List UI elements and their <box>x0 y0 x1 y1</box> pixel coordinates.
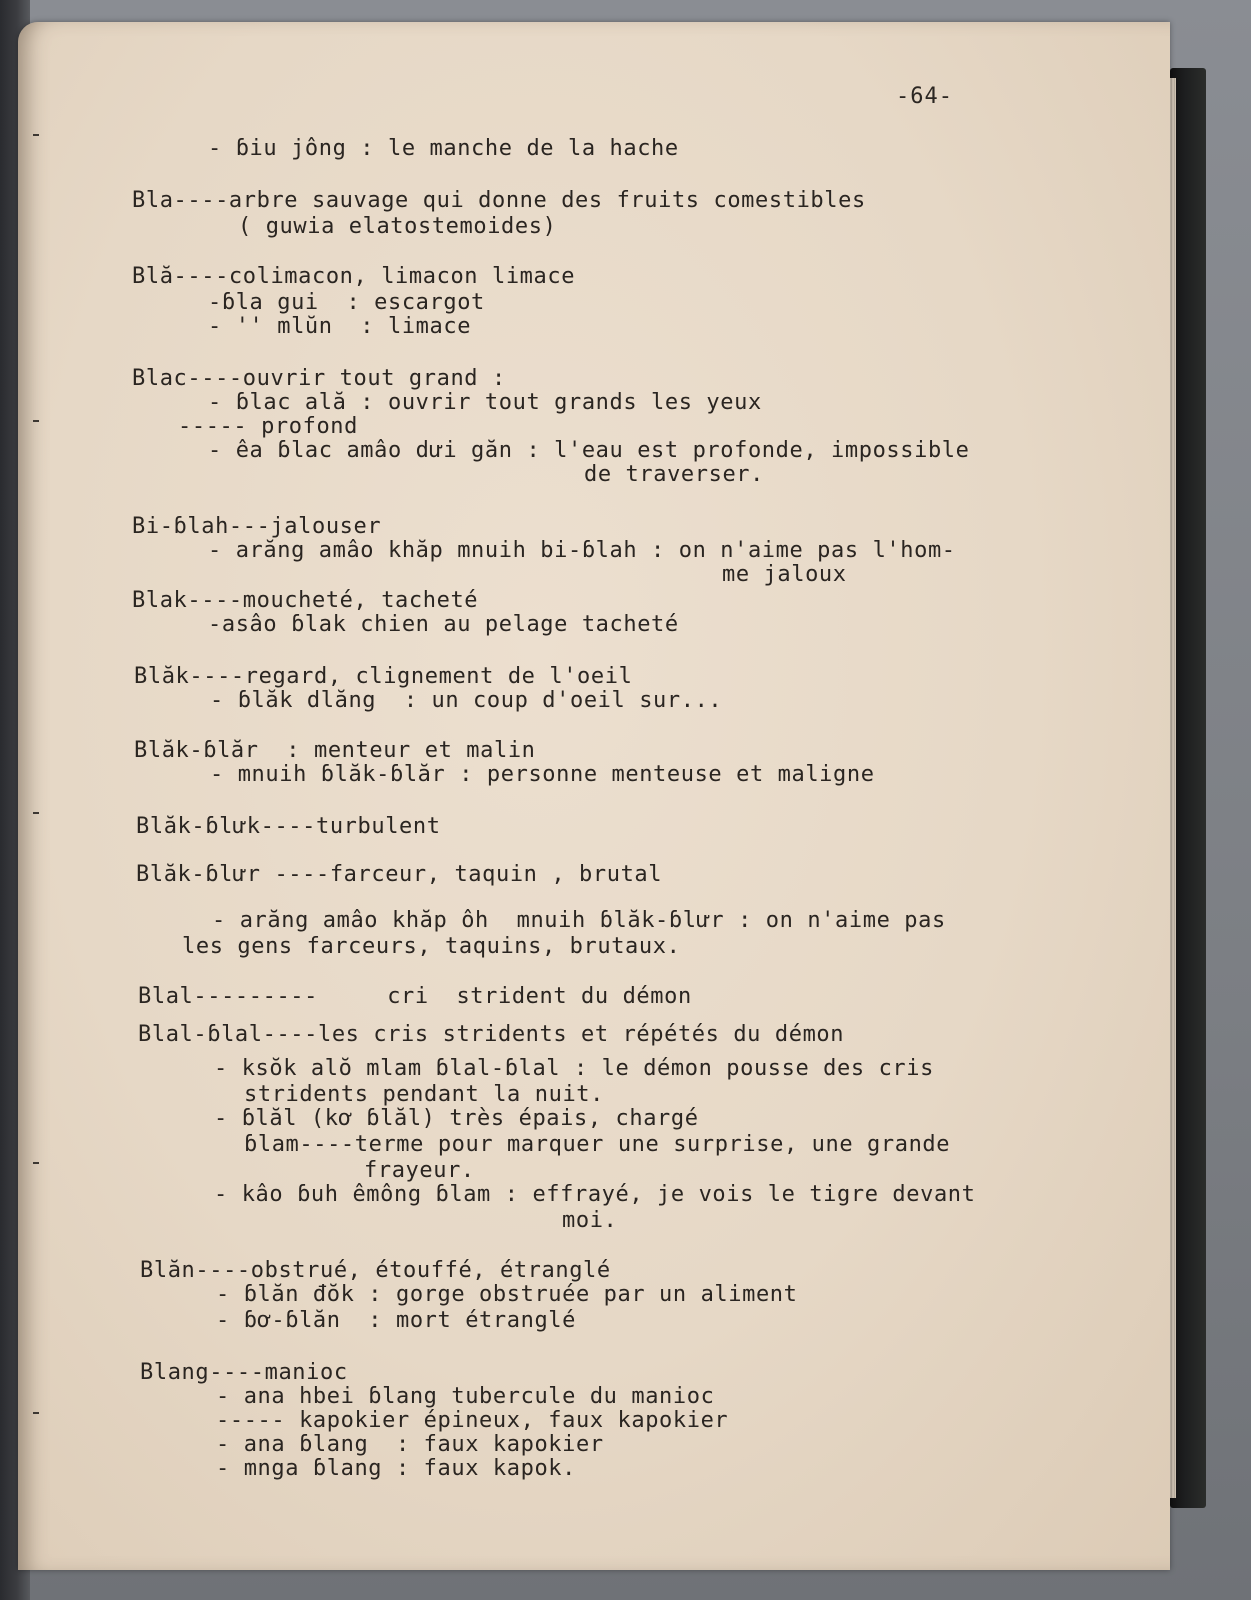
entry-line: moi. <box>562 1208 618 1233</box>
entry-line: - ɓơ-ɓlăn : mort étranglé <box>216 1308 576 1333</box>
entry-line: - ɓlăl (kơ ɓlăl) très épais, chargé <box>214 1106 699 1131</box>
entry-line: - '' mlŭn : limace <box>208 314 472 339</box>
entry-line: - ɓlăk dlăng : un coup d'oeil sur... <box>210 688 723 713</box>
entry-line: - kâo ɓuh êmông ɓlam : effrayé, je vois le tigre devant <box>214 1182 976 1207</box>
entry-line: - ɓlăn đŏk : gorge obstruée par un aliment <box>216 1282 798 1307</box>
entry-line: Blal-ɓlal----les cris stridents et répétés du démon <box>138 1022 845 1047</box>
entry-line: - êa ɓlac amâo dưi găn : l'eau est profonde, impossible <box>208 438 970 463</box>
entry-line: Blac----ouvrir tout grand : <box>132 366 506 391</box>
entry-line: - ɓiu jông : le manche de la hache <box>208 136 679 161</box>
entry-line: - mnuih ɓlăk-ɓlăr : personne menteuse et maligne <box>210 762 875 787</box>
entry-line: Blăk-ɓlăr : menteur et malin <box>134 738 536 763</box>
entry-line: Blă----colimacon, limacon limace <box>132 264 576 289</box>
entry-line: ɓlam----terme pour marquer une surprise, une grande <box>244 1132 951 1157</box>
entry-line: Bla----arbre sauvage qui donne des fruits comestibles <box>132 188 866 213</box>
entry-line: Blăk----regard, clignement de l'oeil <box>134 664 633 689</box>
entry-line: - mnga ɓlang : faux kapok. <box>216 1456 576 1481</box>
entry-line: - ana hbei ɓlang tubercule du manioc <box>216 1384 715 1409</box>
entry-line: de traverser. <box>584 462 764 487</box>
entry-line: Blăn----obstrué, étouffé, étranglé <box>140 1258 611 1283</box>
entry-line: ----- profond <box>178 414 358 439</box>
entry-line: Blal--------- cri strident du démon <box>138 984 692 1009</box>
entry-line: - ana ɓlang : faux kapokier <box>216 1432 604 1457</box>
entry-line: -ɓla gui : escargot <box>208 290 485 315</box>
entry-line: - ɓlac ală : ouvrir tout grands les yeux <box>208 390 762 415</box>
entry-line: Blăk-ɓlưr ----farceur, taquin , brutal <box>136 862 663 887</box>
entry-line: Blăk-ɓlưk----turbulent <box>136 814 441 839</box>
entry-line: ( guwia elatostemoides) <box>238 214 557 239</box>
entry-line: frayeur. <box>364 1158 475 1183</box>
entry-line: me jaloux <box>722 562 847 587</box>
entry-line: les gens farceurs, taquins, brutaux. <box>182 934 681 959</box>
entry-line: -asâo ɓlak chien au pelage tacheté <box>208 612 679 637</box>
entry-line: - ksŏk alŏ mlam ɓlal-ɓlal : le démon pousse des cris <box>214 1056 934 1081</box>
page-number: -64- <box>896 84 953 109</box>
entry-line: - arăng amâo khăp ôh mnuih ɓlăk-ɓlưr : on n'aime pas <box>212 908 946 933</box>
entry-line: - arăng amâo khăp mnuih bi-ɓlah : on n'aime pas l'hom- <box>208 538 956 563</box>
entry-line: Blak----moucheté, tacheté <box>132 588 479 613</box>
entry-line: stridents pendant la nuit. <box>244 1082 604 1107</box>
dictionary-page <box>18 22 1170 1570</box>
entry-line: Bi-ɓlah---jalouser <box>132 514 382 539</box>
entry-line: ----- kapokier épineux, faux kapokier <box>216 1408 729 1433</box>
entry-line: Blang----manioc <box>140 1360 348 1385</box>
dictionary-entries <box>18 22 1170 1570</box>
